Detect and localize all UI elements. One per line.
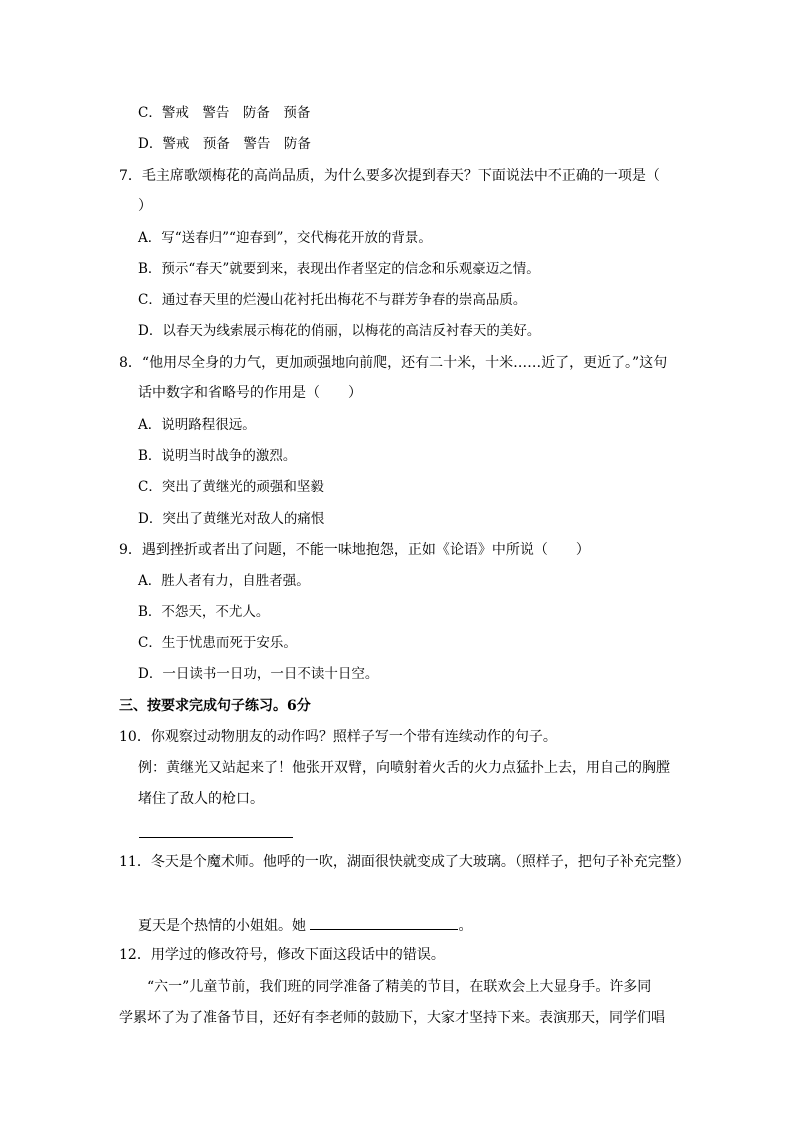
q11-answer-prefix: 夏天是个热情的小姐姐。她: [138, 918, 306, 934]
q7-stem: 7．毛主席歌颂梅花的高尚品质，为什么要多次提到春天？下面说法中不正确的一项是（: [119, 168, 660, 184]
q11-answer-blank[interactable]: [310, 915, 458, 930]
q9-stem: 9．遇到挫折或者出了问题，不能一味地抱怨，正如《论语》中所说（ ）: [119, 542, 590, 558]
q7-option-a: A．写“送春归”“迎春到”，交代梅花开放的背景。: [138, 230, 432, 246]
q6-option-c: C．警戒 警告 防备 预备: [138, 105, 311, 121]
q8-option-d: D．突出了黄继光对敌人的痛恨: [138, 511, 325, 527]
section-3-heading: 三、按要求完成句子练习。6分: [119, 698, 311, 714]
q11-stem: 11．冬天是个魔术师。他呼的一吹，湖面很快就变成了大玻璃。（照样子，把句子补充完整）: [119, 854, 690, 870]
q8-stem: 8．“他用尽全身的力气，更加顽强地向前爬，还有二十米，十米……近了，更近了。”这句: [119, 355, 668, 371]
q9-option-a: A．胜人者有力，自胜者强。: [138, 573, 310, 589]
q9-option-b: B．不怨天，不尤人。: [138, 604, 270, 620]
q11-answer-suffix: 。: [458, 918, 473, 934]
q8-option-c: C．突出了黄继光的顽强和坚毅: [138, 479, 324, 495]
q6-option-d: D．警戒 预备 警告 防备: [138, 136, 311, 152]
q7-option-b: B．预示“春天”就要到来，表现出作者坚定的信念和乐观豪迈之情。: [138, 261, 540, 277]
q12-stem: 12．用学过的修改符号，修改下面这段话中的错误。: [119, 947, 445, 963]
q8-stem-cont: 话中数字和省略号的作用是（ ）: [138, 385, 362, 401]
q9-option-c: C．生于忧患而死于安乐。: [138, 635, 297, 651]
q8-option-a: A．说明路程很远。: [138, 417, 256, 433]
q7-option-d: D．以春天为线索展示梅花的俏丽，以梅花的高洁反衬春天的美好。: [138, 323, 541, 339]
q10-answer-line[interactable]: [139, 837, 293, 838]
q10-stem: 10．你观察过动物朋友的动作吗？照样子写一个带有连续动作的句子。: [119, 729, 557, 745]
q12-paragraph-line2: 学累坏了为了准备节目，还好有李老师的鼓励下，大家才坚持下来。表演那天，同学们唱: [119, 1010, 665, 1026]
q10-example-line1: 例：黄继光又站起来了！他张开双臂，向喷射着火舌的火力点猛扑上去，用自己的胸膛: [138, 760, 670, 776]
q7-stem-cont: ）: [138, 198, 152, 214]
q8-option-b: B．说明当时战争的激烈。: [138, 448, 297, 464]
q9-option-d: D．一日读书一日功，一日不读十日空。: [138, 666, 379, 682]
q12-paragraph-line1: “六一”儿童节前，我们班的同学准备了精美的节目，在联欢会上大显身手。许多同: [147, 979, 652, 995]
q10-example-line2: 堵住了敌人的枪口。: [138, 791, 264, 807]
q11-answer-row: [138, 915, 472, 935]
q7-option-c: C．通过春天里的烂漫山花衬托出梅花不与群芳争春的崇高品质。: [138, 292, 527, 308]
